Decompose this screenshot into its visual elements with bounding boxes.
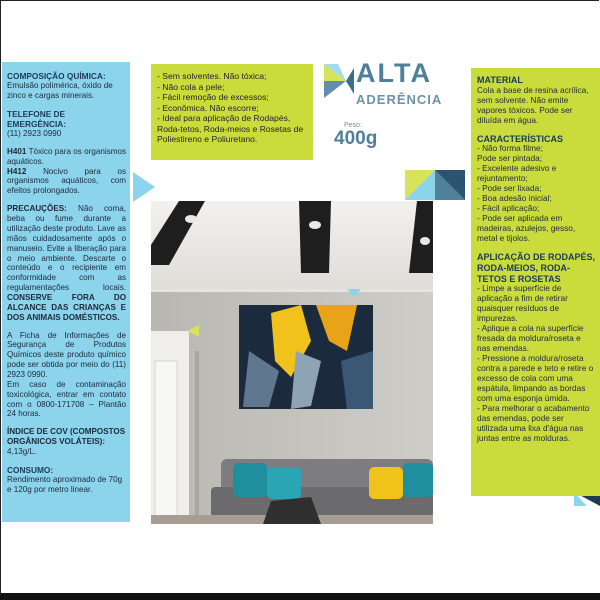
characteristic-item: - Boa adesão inicial; <box>477 193 552 204</box>
consumption-title: CONSUMO: <box>7 464 54 475</box>
hazard-h412-code: H412 <box>7 166 27 176</box>
application-section <box>477 252 596 444</box>
feature-item: - Econômica. Não escorre; <box>157 102 259 113</box>
feature-item: - Sem solventes. Não tóxica; <box>157 71 267 81</box>
emergency-title: TELEFONE DE EMERGÊNCIA: <box>7 108 67 129</box>
feature-item: - Fácil remoção de excessos; <box>157 92 269 103</box>
hazards-section <box>7 147 126 196</box>
triangle-logo-icon <box>324 64 354 98</box>
characteristic-item: - Pode ser aplicada em madeiras, azulejos, gesso, metal e tijolos. <box>477 213 576 243</box>
brand-logo <box>324 58 464 152</box>
triangle-decoration-icon <box>405 170 467 202</box>
precautions-body: Não coma, beba ou fume durante a utilização deste produto. Lave as mãos cuidadosamente após o manuseio. Evite a liberação para o meio ambiente. Descarte o conteúdo e o recipiente em conformidade com as regulamentações locais. <box>7 204 127 293</box>
material-section <box>477 75 596 126</box>
consumption-section <box>7 465 126 495</box>
weight-value: 400g <box>334 128 378 149</box>
voc-value: 4,13g/L. <box>7 446 37 456</box>
hazard-h412-text: Nocivo para os organismos aquáticos, com efeitos prolongados. <box>7 166 126 196</box>
weight-label: Peso: <box>344 122 362 129</box>
characteristics-section <box>477 134 596 244</box>
precautions-text <box>7 204 126 322</box>
room-photo <box>151 201 433 524</box>
characteristic-item: Pode ser pintada; <box>477 153 543 164</box>
application-step: - Aplique a cola na superfície fresada da moldura/roseta e nas emendas. <box>477 323 584 354</box>
application-step: - Pressione a moldura/roseta contra a parede e teto e retire o excesso de cola com uma espátula, limpando as bordas com uma esponja úmida. <box>477 353 594 403</box>
living-room-image <box>151 201 433 524</box>
precautions-warning: CONSERVE FORA DO ALCANCE DAS CRIANÇAS E DOS ANIMAIS DOMÉSTICOS. <box>7 292 126 322</box>
technical-info-panel <box>471 68 600 496</box>
characteristic-item: - Não forma filme; <box>477 143 543 154</box>
composition-section <box>7 71 126 101</box>
application-title: APLICAÇÃO DE RODAPÉS, RODA-MEIOS, RODA-TETOS E ROSETAS <box>477 251 596 284</box>
material-title: MATERIAL <box>477 75 523 85</box>
feature-item: - Não cola a pele; <box>157 81 225 92</box>
brand-subtitle: ADERÊNCIA <box>356 92 443 107</box>
hazard-h401-text: Tóxico para os organismos aquáticos. <box>7 146 127 166</box>
precautions-title: PRECAUÇÕES: <box>7 204 67 214</box>
contamination-text: Em caso de contaminação toxicológica, entrar em contato com o 0800-171708 – Plantão 24 horas. <box>7 379 126 419</box>
application-step: - Limpe a superfície de aplicação a fim de retirar quaisquer resíduos de impurezas. <box>477 283 568 324</box>
triangle-decoration-icon <box>133 172 157 202</box>
characteristic-item: - Pode ser lixada; <box>477 183 542 194</box>
characteristic-item: - Fácil aplicação; <box>477 203 540 214</box>
hazard-h412 <box>7 167 126 197</box>
features-panel <box>151 64 313 160</box>
hazard-h401-code: H401 <box>7 146 27 156</box>
safety-sheet-section <box>7 331 126 420</box>
characteristics-title: CARACTERÍSTICAS <box>477 133 564 144</box>
voc-text <box>7 427 126 457</box>
bottom-border <box>0 593 600 600</box>
feature-item: - Ideal para aplicação de Rodapés, Roda-tetos, Roda-meios e Rosetas de Poliestireno e Poliuretano. <box>157 113 304 145</box>
voc-title: ÍNDICE DE COV (COMPOSTOS ORGÂNICOS VOLÁTEIS): <box>7 427 126 447</box>
safety-info-panel <box>2 62 130 522</box>
material-text: Cola a base de resina acrílica, sem solvente. Não emite vapores tóxicos. Pode ser diluída em água. <box>477 84 589 125</box>
composition-title: COMPOSIÇÃO QUÍMICA: <box>7 71 106 81</box>
voc-section <box>7 427 126 457</box>
consumption-text: Rendimento aproximado de 70g e 120g por metro linear. <box>7 474 123 494</box>
safety-sheet-text: A Ficha de Informações de Segurança de Produtos Químicos deste produto químico pode ser obtida por meio do (11) 2923 0990. <box>7 330 126 379</box>
emergency-section <box>7 109 126 139</box>
composition-text: Emulsão polimérica, óxido de zinco e cargas minerais. <box>7 81 113 100</box>
application-step: - Para melhorar o acabamento das emendas, pode ser utilizada uma lixa d'água nas juntas entre as molduras. <box>477 402 590 443</box>
characteristic-item: - Excelente adesivo e rejuntamento; <box>477 163 557 184</box>
emergency-phone: (11) 2923 0990 <box>7 129 62 139</box>
brand-title: ALTA <box>356 58 432 88</box>
hazard-h401 <box>7 147 126 167</box>
precautions-section <box>7 204 126 322</box>
